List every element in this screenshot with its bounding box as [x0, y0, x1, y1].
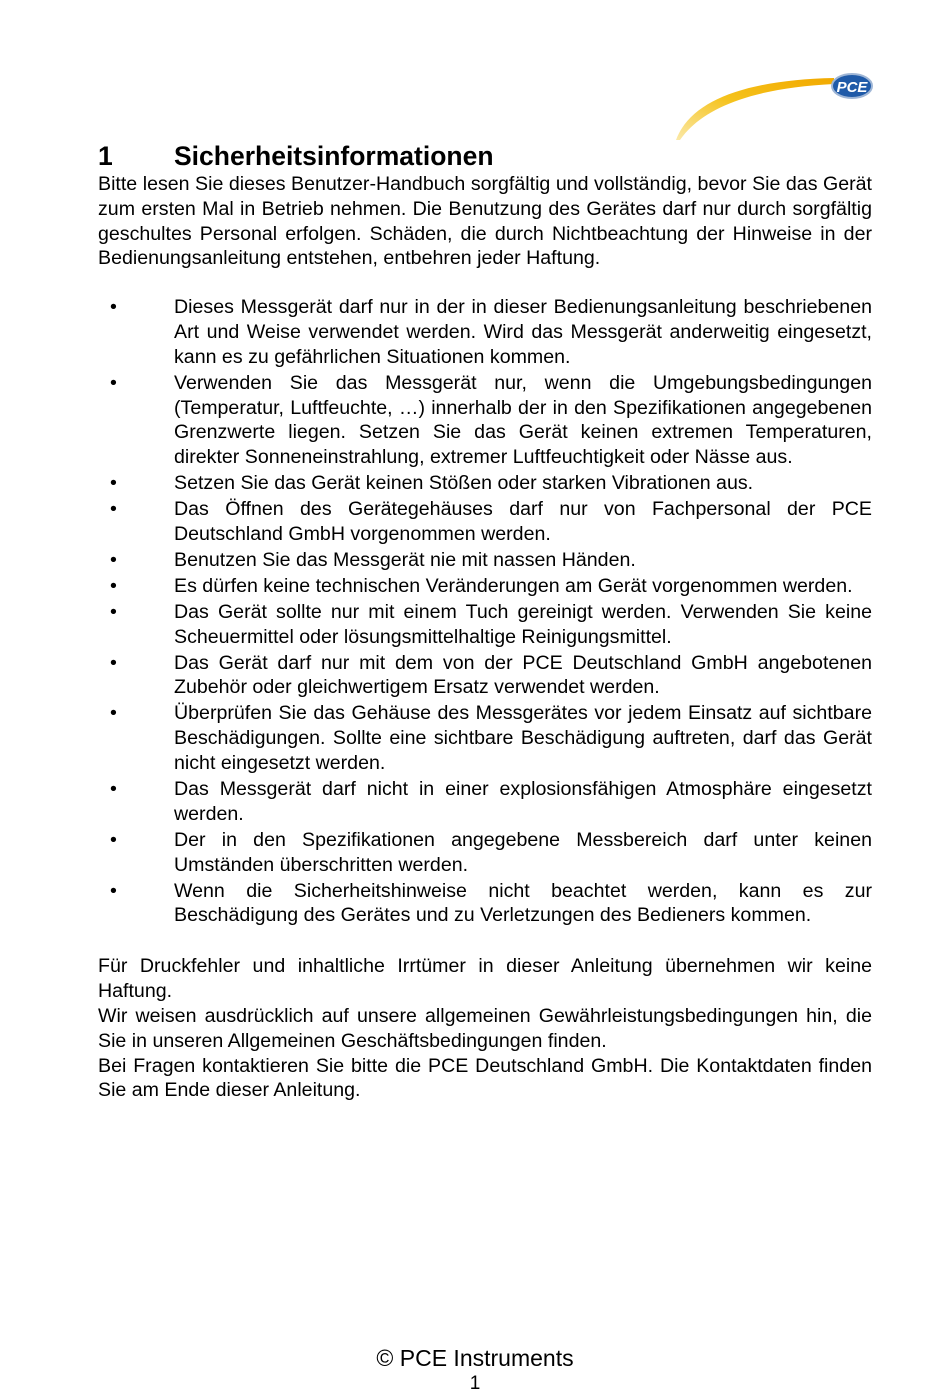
list-item: • Verwenden Sie das Messgerät nur, wenn die Umgebungsbedingungen (Temperatur, Luftfeuchte, …) innerhalb der in den Spezifikationen angegebenen Grenzwerte liegen. Setzen Sie das Gerät keinen extremen Temperaturen, direkter Sonneneinstrahlung, extremer Luftfeuchtigkeit oder Nässe aus.: [110, 371, 872, 469]
logo-swoosh: [676, 78, 834, 140]
pce-logo: [672, 68, 882, 144]
list-item: • Das Gerät sollte nur mit einem Tuch gereinigt werden. Verwenden Sie keine Scheuermittel oder lösungsmittelhaltige Reinigungsmittel.: [110, 600, 872, 648]
list-item: • Der in den Spezifikationen angegebene Messbereich darf unter keinen Umständen überschritten werden.: [110, 828, 872, 876]
list-item: • Das Gerät darf nur mit dem von der PCE Deutschland GmbH angebotenen Zubehör oder gleichwertigem Ersatz verwendet werden.: [110, 651, 872, 699]
list-item: • Überprüfen Sie das Gehäuse des Messgerätes vor jedem Einsatz auf sichtbare Beschädigungen. Sollte eine sichtbare Beschädigung auftreten, darf das Gerät nicht eingesetzt werden.: [110, 702, 872, 775]
bullet-icon: •: [110, 828, 117, 851]
list-item: • Setzen Sie das Gerät keinen Stößen oder starken Vibrationen aus.: [110, 472, 754, 495]
bullet-icon: •: [110, 498, 117, 521]
section-heading: [98, 140, 872, 172]
safety-list: [98, 295, 872, 928]
disclaimer-paragraph: Für Druckfehler und inhaltliche Irrtümer in dieser Anleitung übernehmen wir keine Haftung.: [98, 955, 872, 1003]
bullet-icon: •: [110, 296, 117, 319]
page-body: [98, 140, 872, 1103]
list-item: • Dieses Messgerät darf nur in der in dieser Bedienungsanleitung beschriebenen Art und Weise verwendet werden. Wird das Messgerät anderweitig eingesetzt, kann es zu gefährlichen Situationen kommen.: [110, 296, 872, 368]
list-item: • Es dürfen keine technischen Veränderungen am Gerät vorgenommen werden.: [110, 574, 853, 597]
bullet-icon: •: [110, 600, 117, 623]
list-item: • Das Messgerät darf nicht in einer explosionsfähigen Atmosphäre eingesetzt werden.: [110, 778, 872, 825]
page-number: 1: [469, 1373, 481, 1394]
list-item: • Benutzen Sie das Messgerät nie mit nassen Händen.: [110, 548, 636, 571]
section-number: 1: [98, 141, 113, 171]
intro-paragraph: Bitte lesen Sie dieses Benutzer-Handbuch sorgfältig und vollständig, bevor Sie das Gerät zum ersten Mal in Betrieb nehmen. Die Benutzung des Gerätes darf nur durch sorgfältig geschultes Personal erfolgen. Schäden, die durch Nichtbeachtung der Hinweise in der Bedienungsanleitung entstehen, entbehren jeder Haftung.: [98, 173, 872, 270]
section-title: Sicherheitsinformationen: [174, 141, 494, 171]
bullet-icon: •: [110, 778, 117, 801]
warranty-paragraph: Wir weisen ausdrücklich auf unsere allgemeinen Gewährleistungsbedingungen hin, die Sie in unseren Allgemeinen Geschäftsbedingungen finden.: [98, 1004, 872, 1052]
list-item: • Wenn die Sicherheitshinweise nicht beachtet werden, kann es zur Beschädigung des Gerätes und zu Verletzungen des Bedieners kommen.: [110, 879, 872, 927]
bullet-icon: •: [110, 472, 117, 495]
footer-copyright: © PCE Instruments: [376, 1345, 574, 1371]
bullet-icon: •: [110, 371, 117, 394]
bullet-icon: •: [110, 651, 117, 674]
list-item: • Das Öffnen des Gerätegehäuses darf nur von Fachpersonal der PCE Deutschland GmbH vorgenommen werden.: [110, 498, 872, 545]
contact-paragraph: Bei Fragen kontaktieren Sie bitte die PCE Deutschland GmbH. Die Kontaktdaten finden Sie am Ende dieser Anleitung.: [98, 1054, 872, 1102]
bullet-icon: •: [110, 548, 117, 571]
bullet-icon: •: [110, 702, 117, 725]
bullet-icon: •: [110, 574, 117, 597]
logo-text: PCE: [836, 79, 868, 96]
bullet-icon: •: [110, 879, 117, 902]
